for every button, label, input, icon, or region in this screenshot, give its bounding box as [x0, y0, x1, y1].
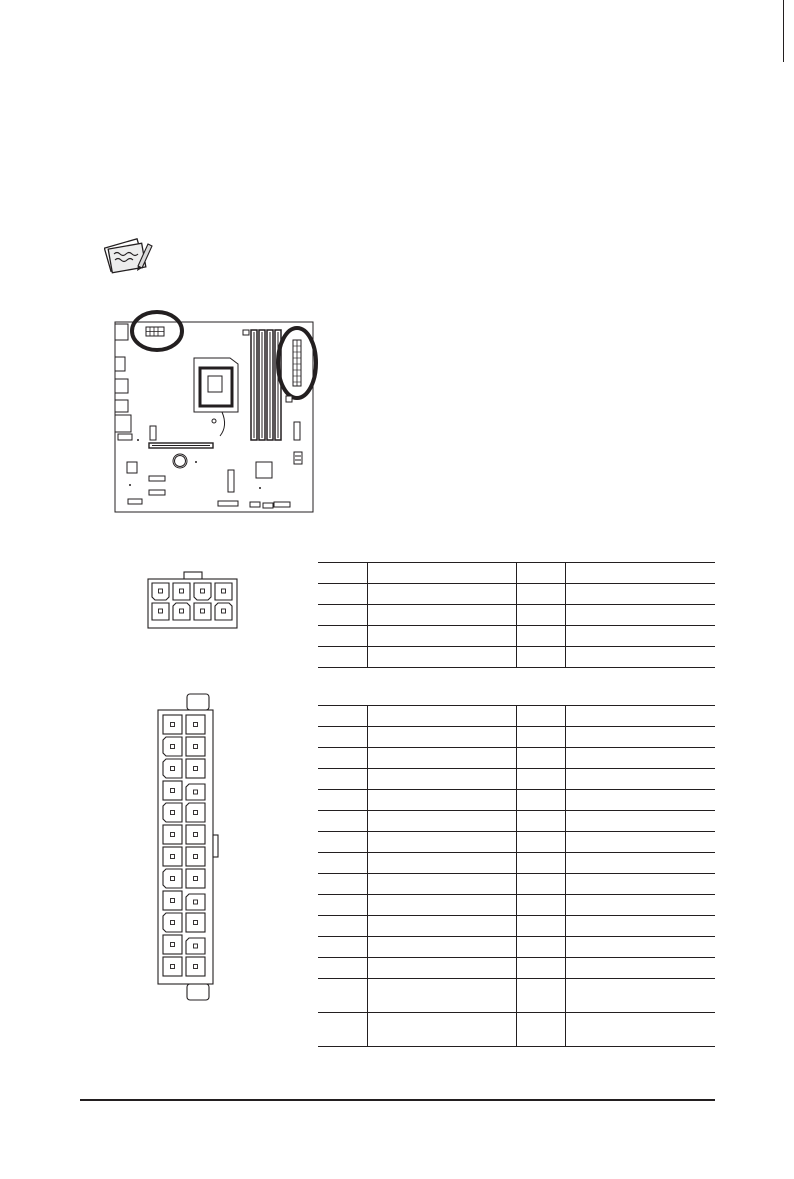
pin-number-cell — [516, 563, 565, 584]
pin-number-cell — [516, 916, 565, 937]
pin-number-cell — [516, 895, 565, 916]
pin-number-cell — [516, 853, 565, 874]
pin-number-cell — [318, 958, 367, 979]
pin-number-cell — [318, 811, 367, 832]
pin-number-cell — [516, 937, 565, 958]
pin-row — [318, 605, 715, 626]
pin-definition-cell — [367, 605, 516, 626]
pin-definition-cell — [565, 916, 715, 937]
pin-definition-cell — [565, 748, 715, 769]
pin-row — [318, 626, 715, 647]
pin-number-cell — [318, 748, 367, 769]
pin-definition-cell — [367, 647, 516, 668]
pin-row — [318, 874, 715, 895]
pin-row — [318, 979, 715, 1013]
pin-definition-cell — [367, 958, 516, 979]
pin-definition-cell — [565, 605, 715, 626]
pin-row — [318, 563, 715, 584]
pin-number-cell — [318, 706, 367, 727]
pin-number-cell — [318, 1013, 367, 1047]
note-pencil-icon — [104, 236, 154, 274]
pin-definition-cell — [565, 706, 715, 727]
pin-definition-cell — [367, 895, 516, 916]
pin-row — [318, 937, 715, 958]
pin-definition-cell — [565, 584, 715, 605]
pin-row — [318, 790, 715, 811]
pin-number-cell — [318, 727, 367, 748]
pin-number-cell — [516, 647, 565, 668]
pin-row — [318, 769, 715, 790]
pin-definition-cell — [367, 584, 516, 605]
pin-number-cell — [516, 727, 565, 748]
pin-definition-cell — [565, 647, 715, 668]
pin-number-cell — [516, 748, 565, 769]
pin-row — [318, 584, 715, 605]
pin-number-cell — [318, 769, 367, 790]
pin-number-cell — [318, 832, 367, 853]
pin-definition-cell — [565, 874, 715, 895]
pin-number-cell — [318, 979, 367, 1013]
pin-number-cell — [318, 626, 367, 647]
atx-24pin-connector — [155, 690, 223, 1004]
pin-definition-cell — [367, 937, 516, 958]
pin-number-cell — [516, 958, 565, 979]
pin-definition-cell — [565, 563, 715, 584]
pin-number-cell — [516, 584, 565, 605]
pin-definition-cell — [565, 769, 715, 790]
pin-definition-cell — [565, 811, 715, 832]
pin-number-cell — [516, 626, 565, 647]
pin-number-cell — [516, 1013, 565, 1047]
pin-definition-cell — [565, 979, 715, 1013]
pin-row — [318, 647, 715, 668]
pin-definition-cell — [367, 626, 516, 647]
pin-row — [318, 748, 715, 769]
pin-definition-cell — [367, 874, 516, 895]
pin-definition-cell — [367, 832, 516, 853]
pin-number-cell — [318, 853, 367, 874]
pin-definition-cell — [367, 916, 516, 937]
pin-row — [318, 727, 715, 748]
pin-row — [318, 832, 715, 853]
pin-number-cell — [318, 874, 367, 895]
pin-number-cell — [318, 584, 367, 605]
pin-definition-cell — [367, 563, 516, 584]
pin-number-cell — [516, 706, 565, 727]
pin-row — [318, 895, 715, 916]
pin-number-cell — [516, 832, 565, 853]
atx-24pin-pin-table — [318, 705, 715, 1047]
pin-number-cell — [516, 605, 565, 626]
pin-definition-cell — [565, 1013, 715, 1047]
pin-definition-cell — [367, 790, 516, 811]
pin-definition-cell — [367, 1013, 516, 1047]
atx-12v-8pin-connector — [147, 570, 239, 630]
pin-number-cell — [516, 979, 565, 1013]
pin-row — [318, 1013, 715, 1047]
pin-number-cell — [318, 937, 367, 958]
pin-definition-cell — [565, 626, 715, 647]
pin-definition-cell — [565, 958, 715, 979]
pin-definition-cell — [565, 895, 715, 916]
pin-number-cell — [516, 874, 565, 895]
pin-number-cell — [318, 895, 367, 916]
pin-number-cell — [318, 563, 367, 584]
pin-definition-cell — [367, 706, 516, 727]
atx-12v-pin-table — [318, 562, 715, 668]
pin-number-cell — [516, 790, 565, 811]
pin-definition-cell — [565, 937, 715, 958]
pin-number-cell — [318, 605, 367, 626]
pin-definition-cell — [367, 811, 516, 832]
pin-row — [318, 706, 715, 727]
pin-number-cell — [318, 647, 367, 668]
pin-number-cell — [516, 769, 565, 790]
pin-definition-cell — [367, 769, 516, 790]
pin-number-cell — [318, 790, 367, 811]
footer-rule — [80, 1099, 715, 1101]
pin-number-cell — [516, 811, 565, 832]
pin-row — [318, 853, 715, 874]
motherboard-layout-diagram — [100, 300, 330, 515]
pin-definition-cell — [565, 727, 715, 748]
pin-definition-cell — [367, 727, 516, 748]
top-margin-rule — [783, 0, 784, 62]
pin-definition-cell — [367, 979, 516, 1013]
pin-row — [318, 916, 715, 937]
pin-number-cell — [318, 916, 367, 937]
pin-row — [318, 958, 715, 979]
pin-definition-cell — [565, 853, 715, 874]
pin-row — [318, 811, 715, 832]
pin-definition-cell — [367, 748, 516, 769]
pin-definition-cell — [367, 853, 516, 874]
pin-definition-cell — [565, 832, 715, 853]
pin-definition-cell — [565, 790, 715, 811]
